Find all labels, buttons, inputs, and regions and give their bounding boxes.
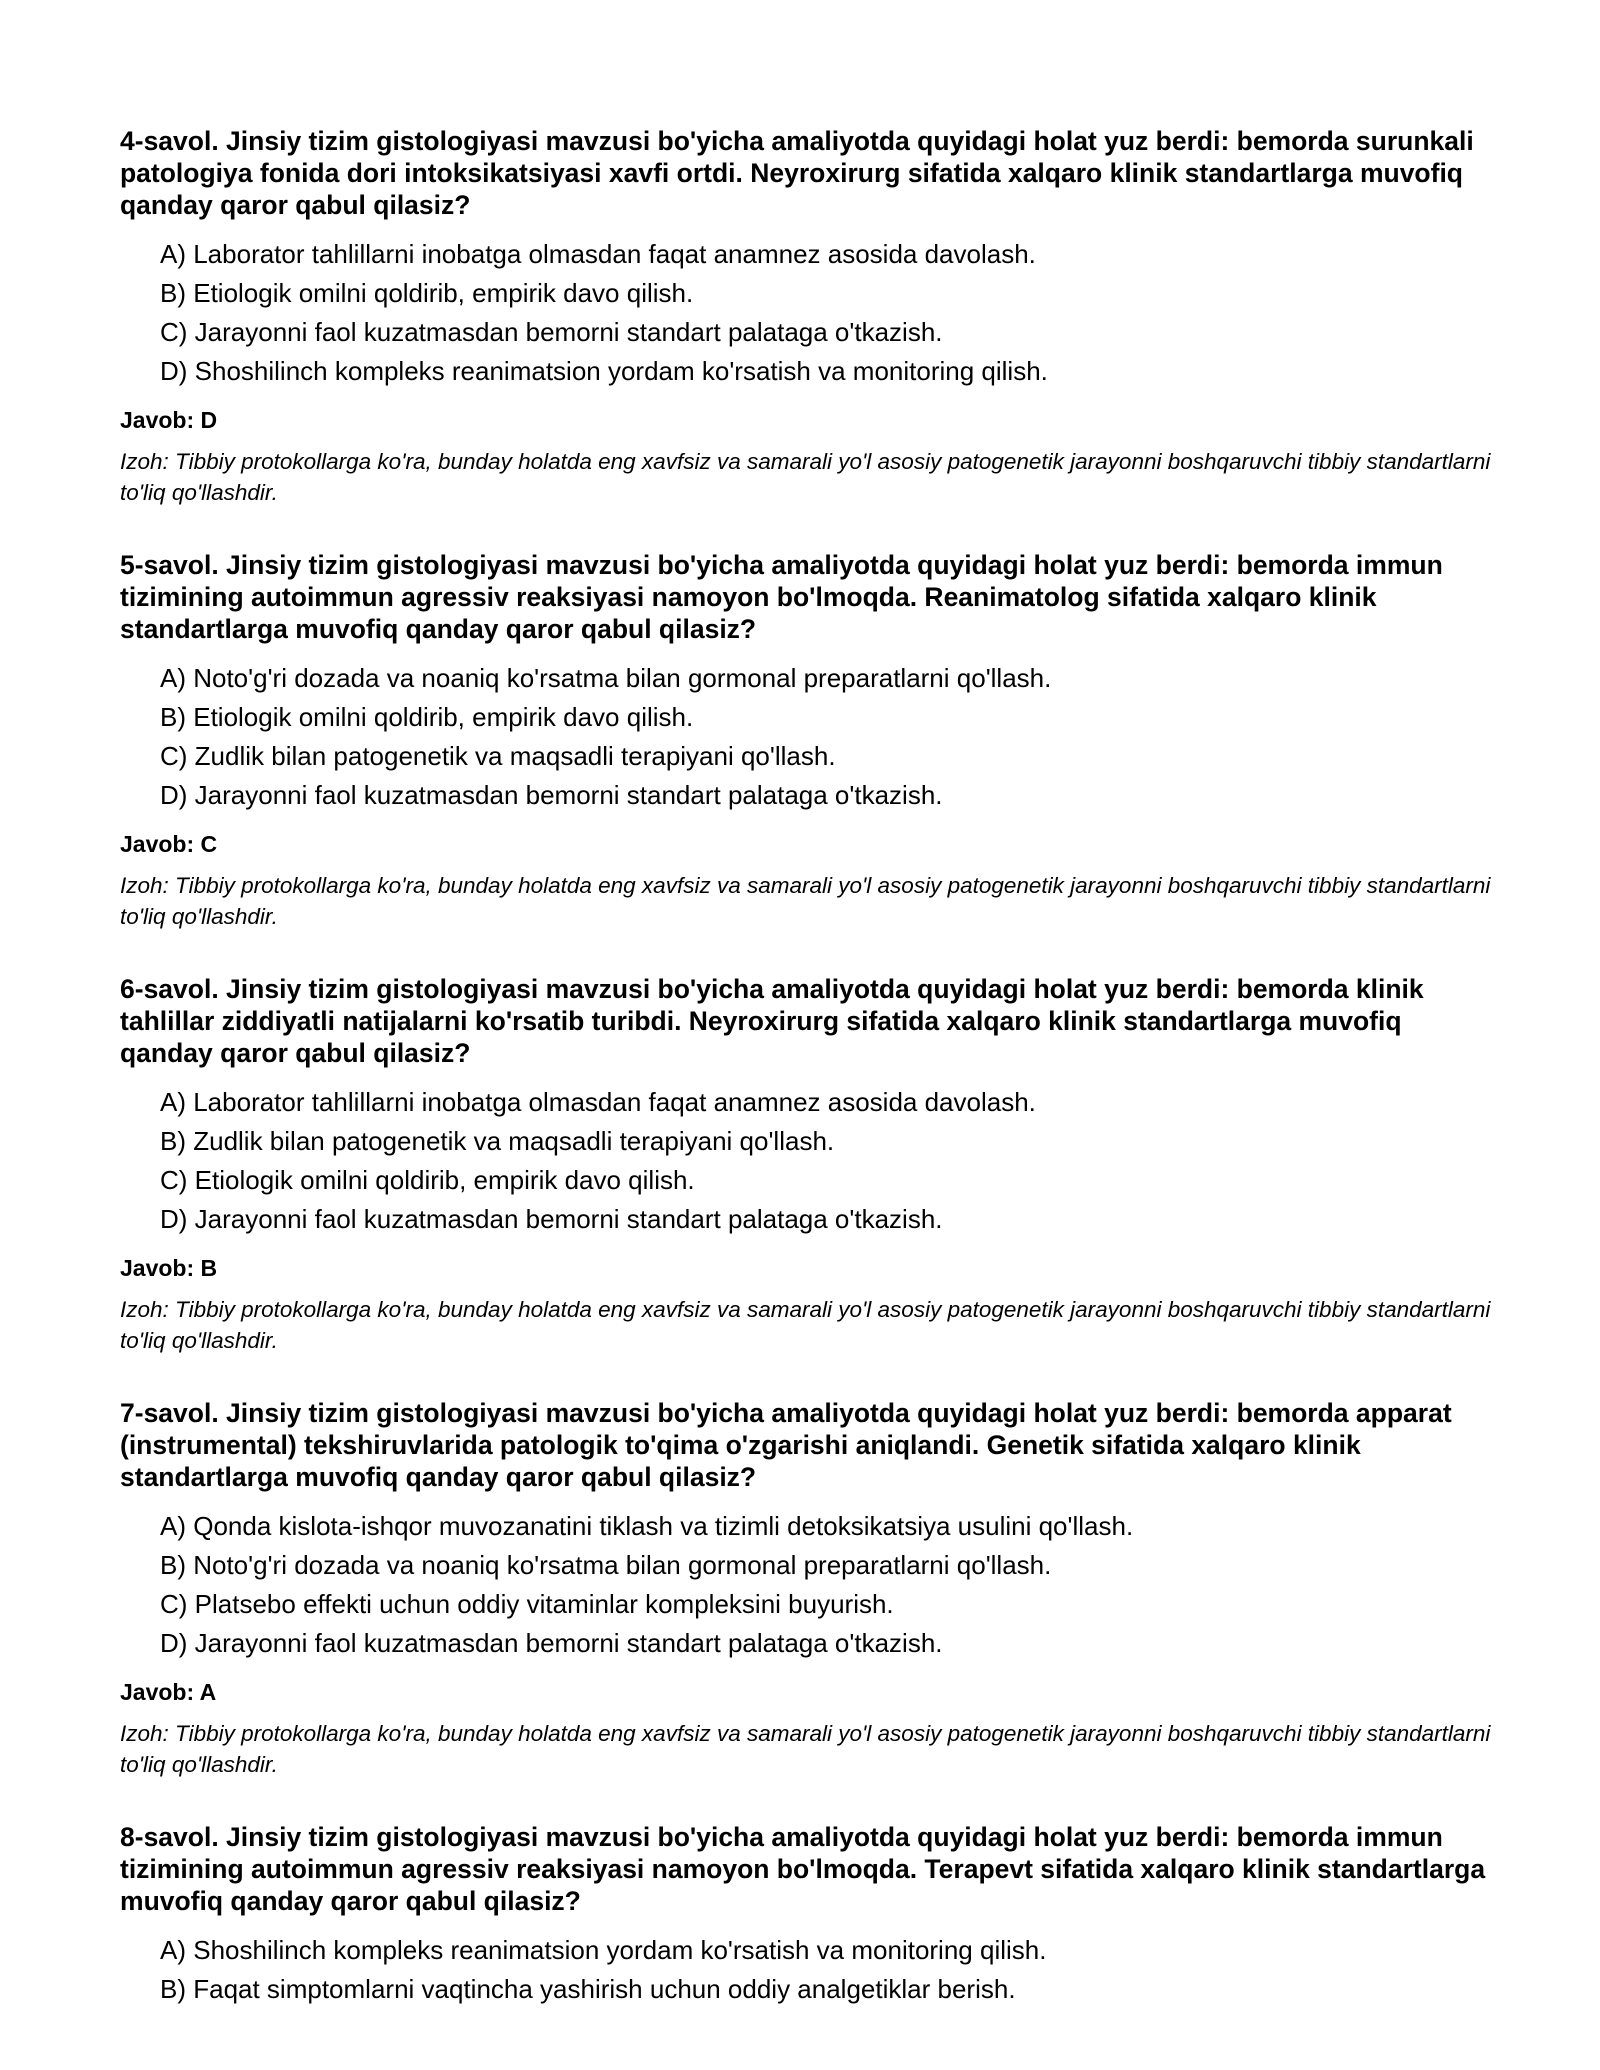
question-block xyxy=(120,1821,1500,2009)
option-c: C) Platsebo effekti uchun oddiy vitaminlar kompleksini buyurish. xyxy=(160,1589,894,1619)
option-a: A) Shoshilinch kompleks reanimatsion yordam ko'rsatish va monitoring qilish. xyxy=(160,1935,1047,1965)
option-a: A) Laborator tahlillarni inobatga olmasdan faqat anamnez asosida davolash. xyxy=(160,1087,1036,1117)
options-list xyxy=(160,1083,1500,1239)
option-c: C) Zudlik bilan patogenetik va maqsadli terapiyani qo'llash. xyxy=(160,741,836,771)
option-d: D) Shoshilinch kompleks reanimatsion yordam ko'rsatish va monitoring qilish. xyxy=(160,356,1048,386)
question-block xyxy=(120,973,1500,1356)
question-block xyxy=(120,125,1500,508)
document-page xyxy=(120,125,1500,2050)
answer-label: Javob: C xyxy=(120,831,218,857)
option-a: A) Qonda kislota-ishqor muvozanatini tiklash va tizimli detoksikatsiya usulini qo'llash. xyxy=(160,1511,1134,1541)
question-title: 4-savol. Jinsiy tizim gistologiyasi mavzusi bo'yicha amaliyotda quyidagi holat yuz berdi: bemorda surunkali patologiya fonida dori intoksikatsiyasi xavfi ortdi. Neyroxirurg sifatida xalqaro klinik standartlarga muvofiq qanday qaror qabul qilasiz? xyxy=(120,126,1474,220)
explanation-note: Izoh: Tibbiy protokollarga ko'ra, bunday holatda eng xavfsiz va samarali yo'l asosiy patogenetik jarayonni boshqaruvchi tibbiy standartlarni to'liq qo'llashdir. xyxy=(120,873,1491,929)
question-title: 7-savol. Jinsiy tizim gistologiyasi mavzusi bo'yicha amaliyotda quyidagi holat yuz berdi: bemorda apparat (instrumental) tekshiruvlarida patologik to'qima o'zgarishi aniqlandi. Genetik sifatida xalqaro klinik standartlarga muvofiq qanday qaror qabul qilasiz? xyxy=(120,1398,1452,1492)
options-list xyxy=(160,235,1500,391)
options-list xyxy=(160,1507,1500,1663)
option-b: B) Etiologik omilni qoldirib, empirik davo qilish. xyxy=(160,702,694,732)
option-d: D) Jarayonni faol kuzatmasdan bemorni standart palataga o'tkazish. xyxy=(160,1628,943,1658)
option-b: B) Noto'g'ri dozada va noaniq ko'rsatma bilan gormonal preparatlarni qo'llash. xyxy=(160,1550,1052,1580)
explanation-note: Izoh: Tibbiy protokollarga ko'ra, bunday holatda eng xavfsiz va samarali yo'l asosiy patogenetik jarayonni boshqaruvchi tibbiy standartlarni to'liq qo'llashdir. xyxy=(120,1721,1491,1777)
option-b: B) Faqat simptomlarni vaqtincha yashirish uchun oddiy analgetiklar berish. xyxy=(160,1974,1016,2004)
options-list xyxy=(160,1931,1500,2009)
option-b: B) Zudlik bilan patogenetik va maqsadli terapiyani qo'llash. xyxy=(160,1126,835,1156)
option-b: B) Etiologik omilni qoldirib, empirik davo qilish. xyxy=(160,278,694,308)
question-block xyxy=(120,1397,1500,1780)
option-a: A) Laborator tahlillarni inobatga olmasdan faqat anamnez asosida davolash. xyxy=(160,239,1036,269)
question-block xyxy=(120,549,1500,932)
explanation-note: Izoh: Tibbiy protokollarga ko'ra, bunday holatda eng xavfsiz va samarali yo'l asosiy patogenetik jarayonni boshqaruvchi tibbiy standartlarni to'liq qo'llashdir. xyxy=(120,449,1491,505)
explanation-note: Izoh: Tibbiy protokollarga ko'ra, bunday holatda eng xavfsiz va samarali yo'l asosiy patogenetik jarayonni boshqaruvchi tibbiy standartlarni to'liq qo'llashdir. xyxy=(120,1297,1491,1353)
question-title: 8-savol. Jinsiy tizim gistologiyasi mavzusi bo'yicha amaliyotda quyidagi holat yuz berdi: bemorda immun tizimining autoimmun agressiv reaksiyasi namoyon bo'lmoqda. Terapevt sifatida xalqaro klinik standartlarga muvofiq qanday qaror qabul qilasiz? xyxy=(120,1822,1486,1916)
answer-label: Javob: A xyxy=(120,1679,217,1705)
answer-label: Javob: D xyxy=(120,407,218,433)
option-d: D) Jarayonni faol kuzatmasdan bemorni standart palataga o'tkazish. xyxy=(160,780,943,810)
option-c: C) Etiologik omilni qoldirib, empirik davo qilish. xyxy=(160,1165,695,1195)
option-c: C) Jarayonni faol kuzatmasdan bemorni standart palataga o'tkazish. xyxy=(160,317,943,347)
question-title: 5-savol. Jinsiy tizim gistologiyasi mavzusi bo'yicha amaliyotda quyidagi holat yuz berdi: bemorda immun tizimining autoimmun agressiv reaksiyasi namoyon bo'lmoqda. Reanimatolog sifatida xalqaro klinik standartlarga muvofiq qanday qaror qabul qilasiz? xyxy=(120,550,1443,644)
option-a: A) Noto'g'ri dozada va noaniq ko'rsatma bilan gormonal preparatlarni qo'llash. xyxy=(160,663,1052,693)
question-title: 6-savol. Jinsiy tizim gistologiyasi mavzusi bo'yicha amaliyotda quyidagi holat yuz berdi: bemorda klinik tahlillar ziddiyatli natijalarni ko'rsatib turibdi. Neyroxirurg sifatida xalqaro klinik standartlarga muvofiq qanday qaror qabul qilasiz? xyxy=(120,974,1424,1068)
option-d: D) Jarayonni faol kuzatmasdan bemorni standart palataga o'tkazish. xyxy=(160,1204,943,1234)
answer-label: Javob: B xyxy=(120,1255,218,1281)
options-list xyxy=(160,659,1500,815)
